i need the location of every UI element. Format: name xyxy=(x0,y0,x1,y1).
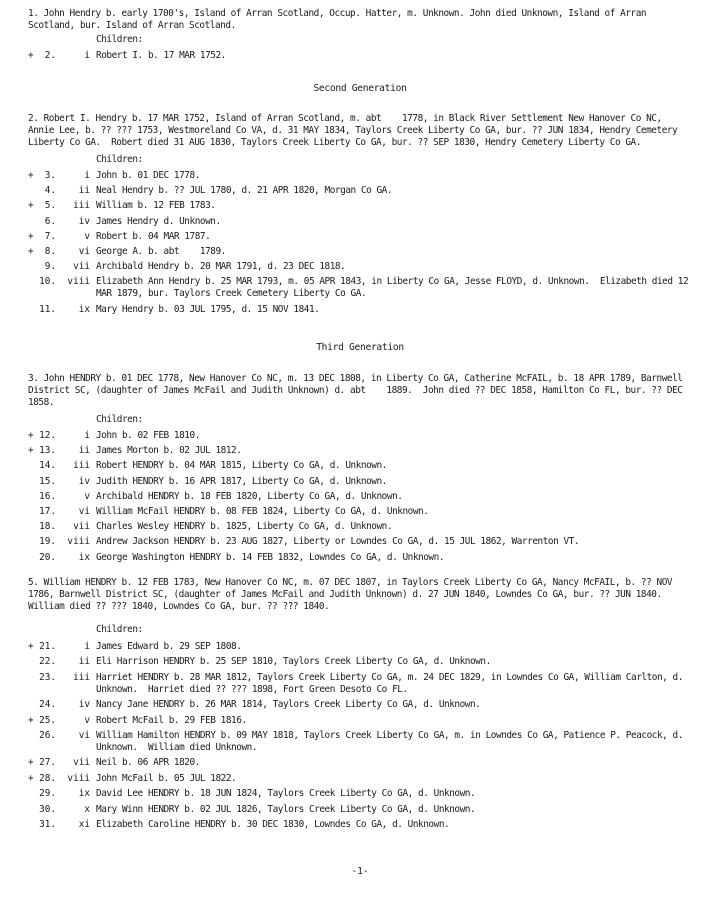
child-roman: vi xyxy=(78,246,90,257)
child-number: 12. xyxy=(39,430,56,441)
child-number: 30. xyxy=(39,803,56,815)
child-text: John b. 02 FEB 1810. xyxy=(96,430,200,441)
child-text: James Hendry d. Unknown. xyxy=(96,215,221,227)
child-number: 20. xyxy=(39,551,56,563)
child-roman: ii xyxy=(78,185,90,197)
descendant-marker: + xyxy=(28,641,34,652)
child-number: 8. xyxy=(44,246,56,257)
child-roman: i xyxy=(84,50,90,61)
child-text: Robert b. 04 MAR 1787. xyxy=(96,230,211,242)
child-roman: iii xyxy=(73,671,90,683)
child-number: 22. xyxy=(39,656,56,668)
child-roman: iv xyxy=(78,215,90,227)
child-number: 15. xyxy=(39,475,56,487)
child-roman: vii xyxy=(73,261,90,273)
child-text: Archibald HENDRY b. 18 FEB 1820, Liberty Co GA, d. Unknown. xyxy=(96,490,403,502)
child-roman: ii xyxy=(78,445,90,457)
child-text: George Washington HENDRY b. 14 FEB 1832, Lowndes Co GA, d. Unknown. xyxy=(96,551,445,563)
child-text-continued: Unknown. William died Unknown. xyxy=(96,742,258,753)
child-text: John b. 01 DEC 1778. xyxy=(96,170,200,181)
child-number: 16. xyxy=(39,490,56,502)
descendant-marker: + xyxy=(28,170,34,181)
child-number: 23. xyxy=(39,671,56,683)
child-text: Mary Winn HENDRY b. 02 JUL 1826, Taylors Creek Liberty Co GA, d. Unknown. xyxy=(96,803,476,815)
child-roman: v xyxy=(84,230,90,242)
child-text: William McFail HENDRY b. 08 FEB 1824, Liberty Co GA, d. Unknown. xyxy=(96,506,429,517)
gen1-children-label: Children: xyxy=(96,34,143,45)
child-roman: i xyxy=(84,170,90,181)
william-children-label: Children: xyxy=(96,624,143,635)
descendant-marker: + xyxy=(28,230,34,242)
child-number: 27. xyxy=(39,757,56,769)
gen3-heading: Third Generation xyxy=(316,342,404,353)
child-text: David Lee HENDRY b. 18 JUN 1824, Taylors Creek Liberty Co GA, d. Unknown. xyxy=(96,788,476,800)
child-number: 17. xyxy=(39,506,56,517)
child-text: Robert I. b. 17 MAR 1752. xyxy=(96,50,226,61)
gen1-head-line-1: 1. John Hendry b. early 1700's, Island of Arran Scotland, Occup. Hatter, m. Unknown. John died Unknown, Island of Arran xyxy=(28,8,647,19)
child-number: 7. xyxy=(44,230,56,242)
child-number: 3. xyxy=(44,170,56,181)
child-number: 21. xyxy=(39,641,56,652)
child-roman: iv xyxy=(78,475,90,487)
child-number: 19. xyxy=(39,536,56,548)
descendant-marker: + xyxy=(28,50,34,61)
descendant-marker: + xyxy=(28,772,34,784)
child-number: 6. xyxy=(44,215,56,227)
child-number: 10. xyxy=(39,276,56,288)
child-roman: v xyxy=(84,490,90,502)
child-number: 4. xyxy=(44,185,56,197)
child-roman: iii xyxy=(73,200,90,212)
gen1-head-line-2: Scotland, bur. Island of Arran Scotland. xyxy=(28,20,236,31)
child-roman: x xyxy=(84,803,90,815)
descendant-marker: + xyxy=(28,757,34,769)
child-text: Harriet HENDRY b. 28 MAR 1812, Taylors Creek Liberty Co GA, m. 24 DEC 1829, in Lowndes Co GA, William Carlton, d. xyxy=(96,671,683,683)
page-number: -1- xyxy=(351,866,369,877)
descendant-marker: + xyxy=(28,445,34,457)
child-number: 2. xyxy=(44,50,56,61)
child-number: 25. xyxy=(39,714,56,726)
child-text-continued: Unknown. Harriet died ?? ??? 1898, Fort Green Desoto Co FL. xyxy=(96,683,408,695)
descendant-marker: + xyxy=(28,200,34,212)
john-children-label: Children: xyxy=(96,414,143,425)
child-roman: i xyxy=(84,641,90,652)
child-roman: v xyxy=(84,714,90,726)
child-text: James Morton b. 02 JUL 1812. xyxy=(96,445,242,457)
child-text: William Hamilton HENDRY b. 09 MAY 1818, Taylors Creek Liberty Co GA, m. in Lowndes Co GA, Patience P. Peacock, d. xyxy=(96,730,683,741)
child-text: John McFail b. 05 JUL 1822. xyxy=(96,772,237,784)
gen2-head-line-2: Annie Lee, b. ?? ??? 1753, Westmoreland Co VA, d. 31 MAY 1834, Taylors Creek Liberty Co GA, bur. ?? JUN 1834, Hendry Cemetery xyxy=(28,125,678,136)
child-text: Neil b. 06 APR 1820. xyxy=(96,757,200,769)
child-text: Mary Hendry b. 03 JUL 1795, d. 15 NOV 1841. xyxy=(96,303,320,315)
child-text: Charles Wesley HENDRY b. 1825, Liberty Co GA, d. Unknown. xyxy=(96,521,393,533)
john-head-line-1: 3. John HENDRY b. 01 DEC 1778, New Hanover Co NC, m. 13 DEC 1808, in Liberty Co GA, Catherine McFAIL, b. 18 APR 1789, Barnwell xyxy=(28,373,683,384)
child-number: 9. xyxy=(44,261,56,273)
child-roman: xi xyxy=(78,819,90,830)
john-head-line-2: District SC, (daughter of James McFail and Judith Unknown) d. abt 1889. John died ?? DEC 1858, Hamilton Co FL, bur. ?? DEC xyxy=(28,385,683,396)
child-roman: i xyxy=(84,430,90,441)
child-number: 14. xyxy=(39,460,56,472)
gen2-children-label: Children: xyxy=(96,154,143,165)
child-text: Nancy Jane HENDRY b. 26 MAR 1814, Taylors Creek Liberty Co GA, d. Unknown. xyxy=(96,699,481,711)
child-text: Robert HENDRY b. 04 MAR 1815, Liberty Co GA, d. Unknown. xyxy=(96,460,387,472)
gen2-head-line-1: 2. Robert I. Hendry b. 17 MAR 1752, Island of Arran Scotland, m. abt 1778, in Black River Settlement New Hanover Co NC, xyxy=(28,113,662,124)
child-roman: ix xyxy=(78,788,90,800)
child-roman: ix xyxy=(78,551,90,563)
child-roman: iv xyxy=(78,699,90,711)
child-text: Elizabeth Ann Hendry b. 25 MAR 1793, m. 05 APR 1843, in Liberty Co GA, Jesse FLOYD, d. Unknown. Elizabeth died 12 xyxy=(96,276,689,288)
william-head-line-1: 5. William HENDRY b. 12 FEB 1783, New Hanover Co NC, m. 07 DEC 1807, in Taylors Creek Liberty Co GA, Nancy McFAIL, b. ?? NOV xyxy=(28,577,673,588)
child-roman: viii xyxy=(67,772,90,784)
child-roman: viii xyxy=(67,536,90,548)
child-text: Neal Hendry b. ?? JUL 1780, d. 21 APR 1820, Morgan Co GA. xyxy=(96,185,393,197)
child-number: 28. xyxy=(39,772,56,784)
child-number: 26. xyxy=(39,730,56,741)
william-head-line-3: William died ?? ??? 1840, Lowndes Co GA, bur. ?? ??? 1840. xyxy=(28,601,330,612)
child-text: William b. 12 FEB 1783. xyxy=(96,200,216,212)
child-number: 13. xyxy=(39,445,56,457)
child-roman: iii xyxy=(73,460,90,472)
descendant-marker: + xyxy=(28,714,34,726)
child-roman: vi xyxy=(78,730,90,741)
child-text-continued: MAR 1879, bur. Taylors Creek Cemetery Liberty Co GA. xyxy=(96,288,367,300)
child-text: Elizabeth Caroline HENDRY b. 30 DEC 1830, Lowndes Co GA, d. Unknown. xyxy=(96,819,450,830)
child-number: 24. xyxy=(39,699,56,711)
gen2-heading: Second Generation xyxy=(313,83,407,94)
john-head-line-3: 1858. xyxy=(28,397,54,408)
child-roman: ii xyxy=(78,656,90,668)
child-text: James Edward b. 29 SEP 1808. xyxy=(96,641,242,652)
child-text: Robert McFail b. 29 FEB 1816. xyxy=(96,714,247,726)
william-head-line-2: 1786, Barnwell District SC, (daughter of James McFail and Judith Unknown) d. 27 JUN 1840, Lowndes Co GA, bur. ?? JUN 1840. xyxy=(28,589,662,600)
child-text: George A. b. abt 1789. xyxy=(96,246,226,257)
child-number: 31. xyxy=(39,819,56,830)
child-roman: ix xyxy=(78,303,90,315)
child-text: Judith HENDRY b. 16 APR 1817, Liberty Co GA, d. Unknown. xyxy=(96,475,387,487)
descendant-marker: + xyxy=(28,246,34,257)
child-text: Eli Harrison HENDRY b. 25 SEP 1810, Taylors Creek Liberty Co GA, d. Unknown. xyxy=(96,656,491,668)
descendant-marker: + xyxy=(28,430,34,441)
child-roman: viii xyxy=(67,276,90,288)
child-number: 11. xyxy=(39,303,56,315)
gen2-head-line-3: Liberty Co GA. Robert died 31 AUG 1830, Taylors Creek Liberty Co GA, bur. ?? SEP 1830, Hendry Cemetery Liberty Co GA. xyxy=(28,137,641,148)
child-number: 18. xyxy=(39,521,56,533)
child-roman: vii xyxy=(73,521,90,533)
child-number: 29. xyxy=(39,788,56,800)
child-roman: vi xyxy=(78,506,90,517)
child-text: Andrew Jackson HENDRY b. 23 AUG 1827, Liberty or Lowndes Co GA, d. 15 JUL 1862, Warrenton VT. xyxy=(96,536,580,548)
child-roman: vii xyxy=(73,757,90,769)
child-number: 5. xyxy=(44,200,56,212)
child-text: Archibald Hendry b. 20 MAR 1791, d. 23 DEC 1818. xyxy=(96,261,346,273)
